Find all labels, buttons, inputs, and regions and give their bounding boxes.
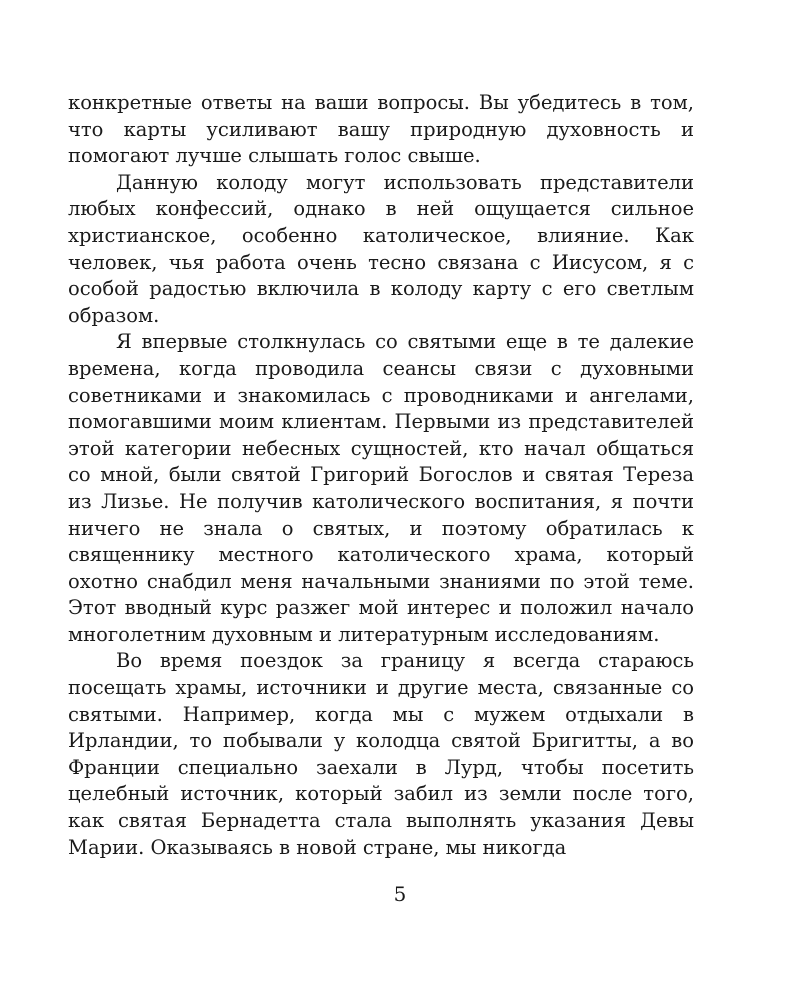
page-number: 5 [393,882,407,906]
paragraph-2: Данную колоду могут использовать представители любых конфессий, однако в ней ощущается сильное христианское, особенно католическое, влияние. Как человек, чья работа очень тесно связана с Иисусом, я с особой радостью включила в колоду карту с его светлым образом. [68,170,694,327]
body-text [68,90,694,861]
paragraph-3: Я впервые столкнулась со святыми еще в те далекие времена, когда проводила сеансы связи с духовными советниками и знакомилась с проводниками и ангелами, помогавшими моим клиентам. Первыми из представителей этой категории небесных сущностей, кто начал общаться со мной, были святой Григорий Богослов и святая Тереза из Лизье. Не получив католического воспитания, я почти ничего не знала о святых, и поэтому обратилась к священнику местного католического храма, который охотно снабдил меня начальными знаниями по этой теме. Этот вводный курс разжег мой интерес и положил начало многолетним духовным и литературным исследованиям. [68,330,694,646]
paragraph-1: конкретные ответы на ваши вопросы. Вы убедитесь в том, что карты усиливают вашу природную духовность и помогают лучше слышать голос свыше. [68,91,694,168]
paragraph-4: Во время поездок за границу я всегда стараюсь посещать храмы, источники и другие места, связанные со святыми. Например, когда мы с мужем отдыхали в Ирландии, то побывали у колодца святой Бригитты, а во Франции специально заехали в Лурд, чтобы посетить целебный источник, который забил из земли после того, как святая Бернадетта стала выполнять указания Девы Марии. Оказываясь в новой стране, мы никогда [68,649,694,859]
